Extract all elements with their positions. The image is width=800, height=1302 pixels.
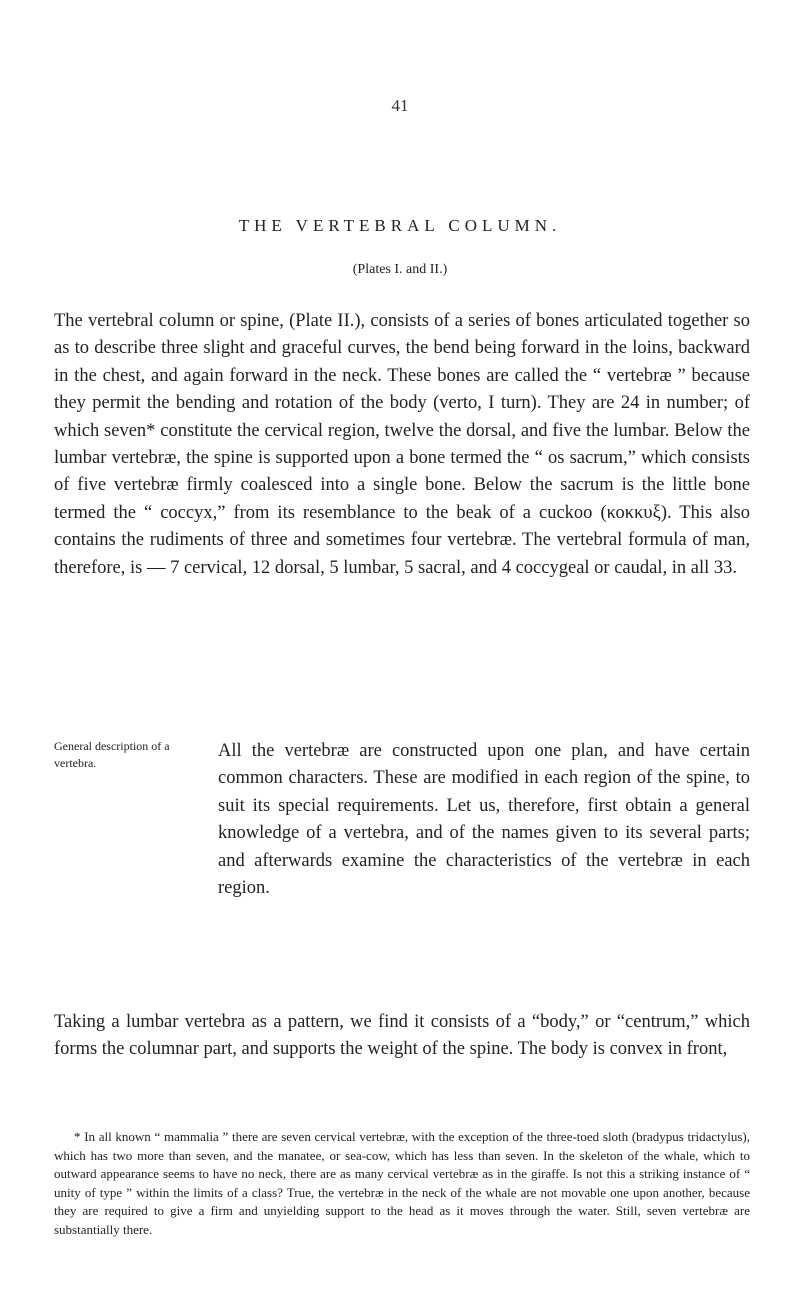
page-number: 41 xyxy=(391,96,409,115)
paragraph-lumbar-text: Taking a lumbar vertebra as a pattern, we find it consists of a “body,” or “centrum,” which forms the columnar part, and supports the weight of the spine. The body is convex in front, xyxy=(54,1012,750,1060)
footnote: * In all known “ mammalia ” there are seven cervical vertebræ, with the exception of the three-toed sloth (bradypus tridactylus), which has two more than seven, and the manatee, or sea-cow, which has less than seven. In the skeleton of the whale, which to outward appearance seems to have no neck, there are as many cervical vertebræ as in the giraffe. Is not this a striking instance of “ unity of type ” within the limits of a class? True, the vertebræ in the neck of the whale are not movable one upon another, because they are required to give a firm and unyielding support to the head as it moves through the water. Still, seven vertebræ are substantially there. xyxy=(54,1129,750,1237)
paragraph-intro-text: The vertebral column or spine, (Plate II.), consists of a series of bones articulated together so as to describe three slight and graceful curves, the bend being forward in the loins, backward in the chest, and again forward in the neck. These bones are called the “ vertebræ ” because they permit the bending and rotation of the body (verto, I turn). They are 24 in number; of which seven* constitute the cervical region, twelve the dorsal, and five the lumbar. Below the lumbar vertebræ, the spine is supported upon a bone termed the “ os sacrum,” which consists of five vertebræ firmly coalesced into a single bone. Below the sacrum is the little bone termed the “ coccyx,” from its resemblance to the beak of a cuckoo (κοκκυξ). This also contains the rudiments of three and sometimes four vertebræ. The vertebral formula of man, therefore, is — 7 cervical, 12 dorsal, 5 lumbar, 5 sacral, and 4 coccygeal or caudal, in all 33. xyxy=(54,311,750,578)
plates-reference: (Plates I. and II.) xyxy=(352,262,448,277)
marginal-note: General description of a vertebra. xyxy=(54,739,170,770)
paragraph-lumbar xyxy=(54,1009,750,1064)
paragraph-intro xyxy=(54,308,750,582)
paragraph-general-text: All the vertebræ are constructed upon one plan, and have certain common characters. These are modified in each region of the spine, to suit its special requirements. Let us, therefore, first obtain a general knowledge of a vertebra, and of the names given to its several parts; and afterwards examine the characteristics of the vertebræ in each region. xyxy=(218,741,750,899)
chapter-heading: THE VERTEBRAL COLUMN. xyxy=(238,216,562,235)
paragraph-general xyxy=(54,738,750,902)
